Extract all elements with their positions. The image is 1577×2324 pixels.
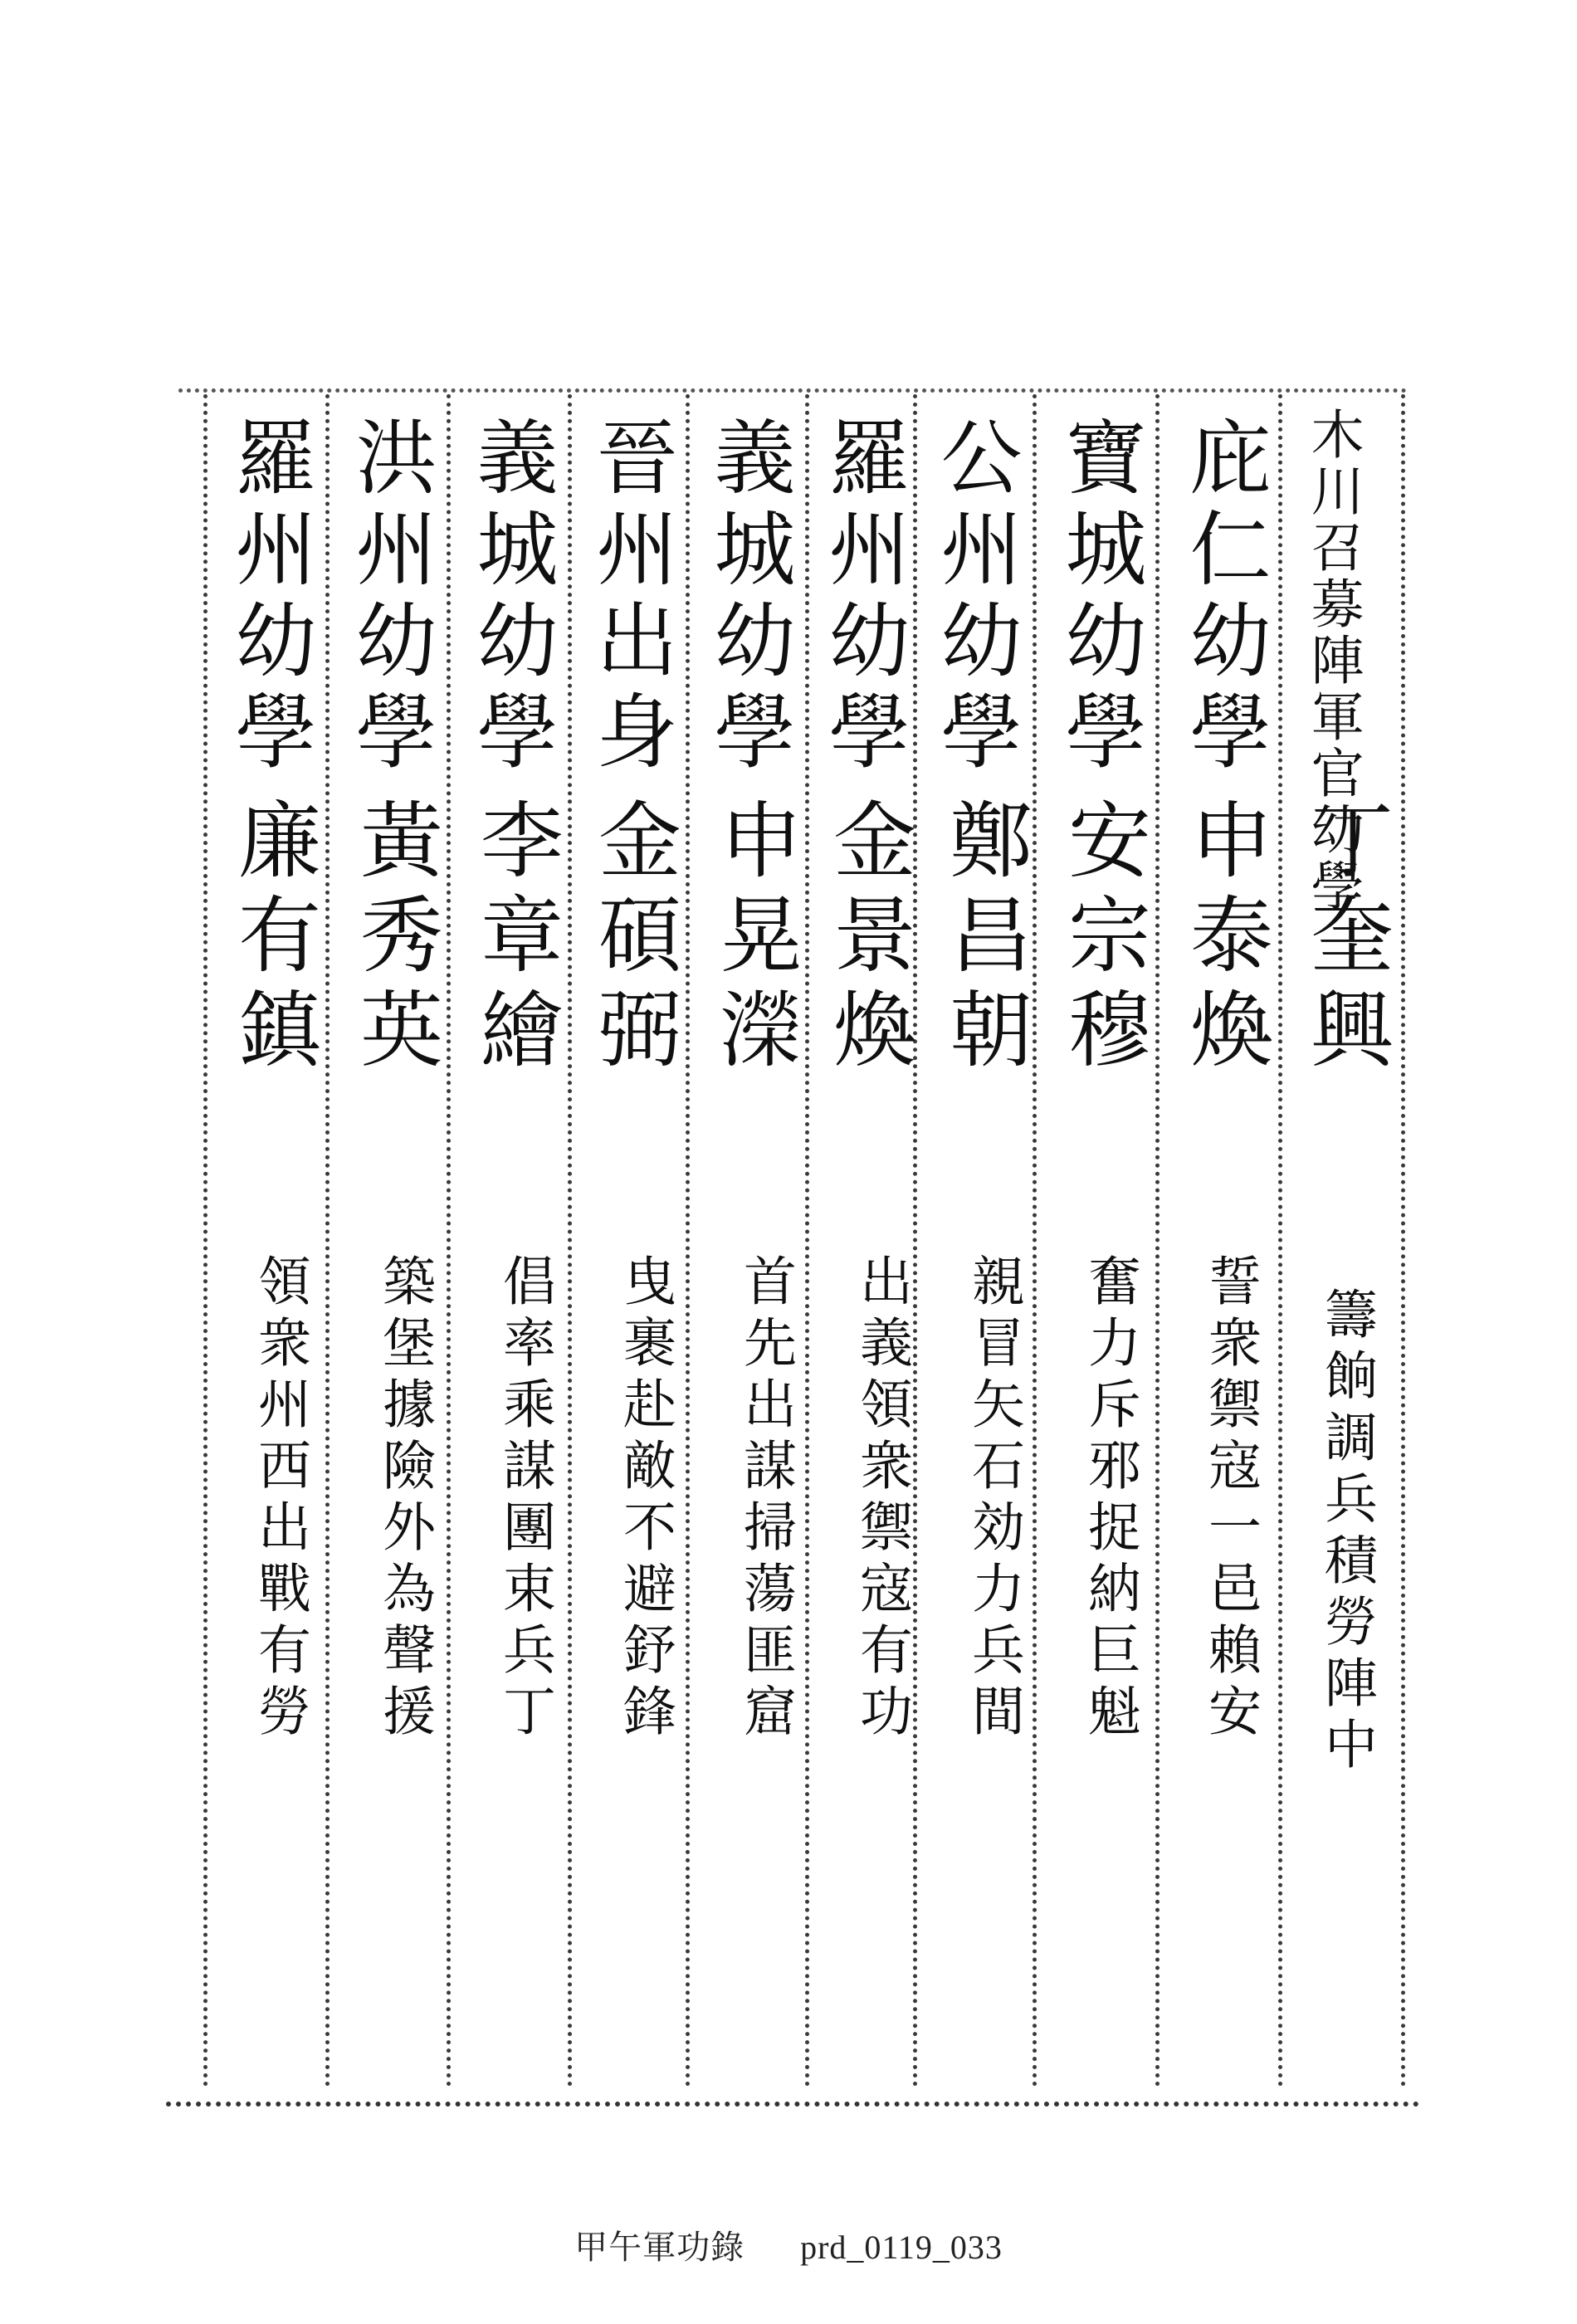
entry-note: 親冒矢石効力兵間	[963, 1253, 1024, 1745]
entry-origin: 義城幼學	[701, 415, 795, 780]
entry-note: 倡率乘謀團束兵丁	[494, 1253, 555, 1745]
column-rule	[805, 394, 809, 2087]
entry-origin: 義城幼學	[463, 415, 558, 780]
entry-note: 首先出謀掃蕩匪窟	[735, 1253, 796, 1745]
entry-name: 申泰煥	[1176, 797, 1273, 1081]
entry-note: 奮力斥邪捉納巨魁	[1079, 1253, 1140, 1745]
column-rule	[447, 394, 451, 2087]
entry-note: 誓衆禦寇一邑賴安	[1199, 1253, 1261, 1745]
column-rule	[1033, 394, 1037, 2087]
column-rule	[1278, 394, 1282, 2087]
register-top-border	[178, 388, 1407, 393]
entry-origin: 寶城幼學	[1052, 415, 1146, 780]
column-rule	[1401, 394, 1405, 2087]
column-rule	[568, 394, 572, 2087]
entry-origin: 羅州幼學	[222, 415, 316, 780]
entry-name: 申晃濚	[706, 797, 803, 1081]
column-rule	[686, 394, 690, 2087]
entry-origin: 洪州幼學	[342, 415, 437, 780]
entry-origin: 庇仁幼學	[1176, 415, 1271, 780]
entry-note: 領衆州西出戰有勞	[249, 1253, 310, 1745]
page-footer	[0, 2221, 1577, 2268]
register-bottom-border	[166, 2102, 1419, 2107]
entry-origin: 木川召募陣軍官幼學	[1301, 407, 1364, 915]
entry-name: 李章繪	[466, 797, 564, 1081]
entry-name: 金碩弼	[584, 797, 681, 1081]
entry-note: 籌餉調兵積勞陣中	[1316, 1286, 1377, 1778]
entry-note: 出義領衆禦寇有功	[851, 1253, 912, 1745]
entry-name: 黃秀英	[346, 797, 443, 1081]
page-id: prd_0119_033	[800, 2229, 1003, 2266]
column-rule	[325, 394, 330, 2087]
entry-origin: 晉州出身	[583, 415, 677, 780]
entry-name: 鄭昌朝	[935, 797, 1033, 1081]
column-rule	[203, 394, 208, 2087]
entry-name: 丁奎興	[1296, 797, 1394, 1081]
entry-name: 廉有鎮	[224, 797, 321, 1081]
entry-name: 金景煥	[819, 797, 916, 1081]
entry-name: 安宗穆	[1054, 797, 1151, 1081]
entry-note: 曳裹赴敵不避𨥤鋒	[614, 1253, 676, 1745]
entry-origin: 公州幼學	[927, 415, 1022, 780]
entry-note: 築堡據險外為聲援	[374, 1253, 435, 1745]
column-rule	[1155, 394, 1160, 2087]
column-rule	[913, 394, 917, 2087]
book-title: 甲午軍功錄	[574, 2229, 745, 2266]
entry-origin: 羅州幼學	[815, 415, 910, 780]
